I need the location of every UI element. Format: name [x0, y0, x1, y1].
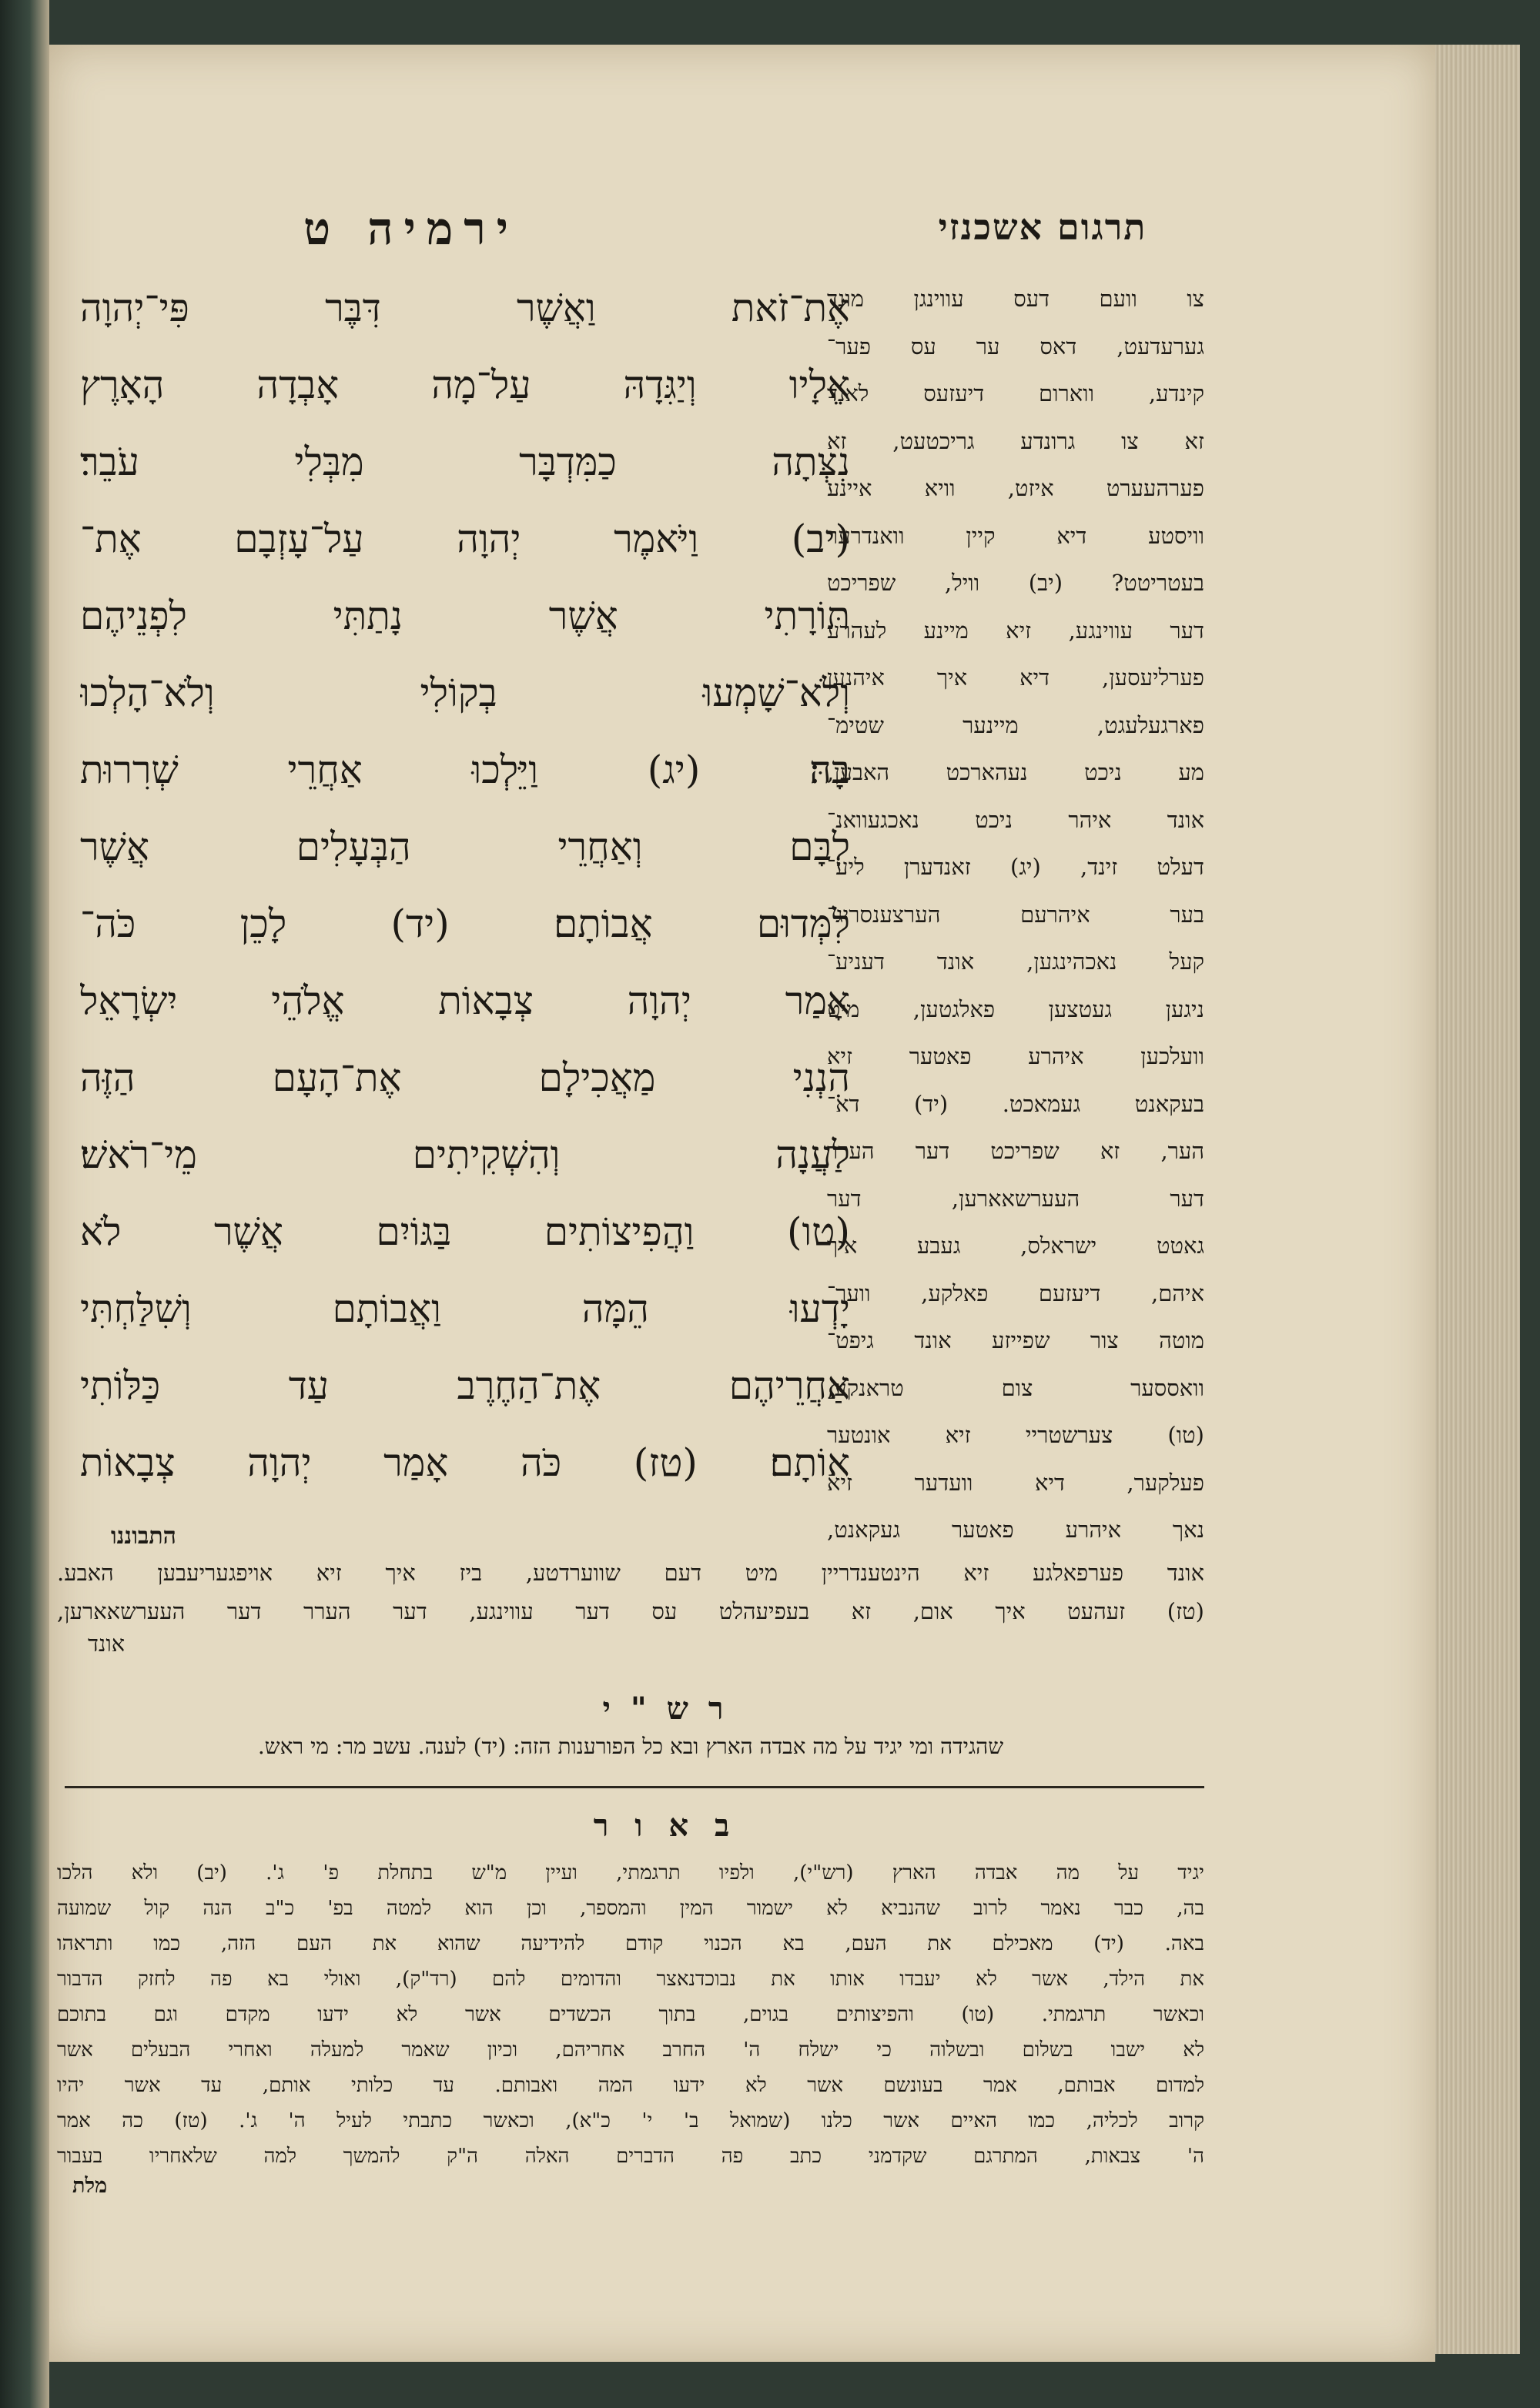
biur-catchword: מלת: [72, 2174, 108, 2198]
verse-line: נִצְּתָה כַמִּדְבָּר מִבְּלִי עֹבֵר׃: [80, 440, 850, 484]
biur-line: יגיד על מה אבדה הארץ (רש"י), ולפיו תרגמתי, ועיין מ"ש בתחלת פ' ג'. (יב) ולא הלכו: [57, 1861, 1204, 1885]
main-catchword: התבוננו: [111, 1523, 176, 1550]
translation-line: (טז) זעהעט איך אום, זא בעפיעהלט עס דער עווינגע, דער הערר דער העערשאארען,: [57, 1598, 1204, 1624]
translation-line: איהם, דיעזעם פאלקע, ווער־: [827, 1279, 1204, 1306]
translation-header: תרגום אשכנזי: [938, 206, 1147, 248]
translation-line: אונד פערפאלגע זיא הינטענדריין מיט דעם שווערדטע, ביז איך זיא אויפגעריעבען האבע.: [57, 1560, 1204, 1586]
book-binding-edge: [0, 0, 49, 2408]
biur-line: ה' צבאות, המתרגם שקדמני כתב פה הדברים האלה ה"ק להמשך למה שלאחריו בעבור: [57, 2145, 1204, 2168]
translation-line: גערעדעט, דאס ער עס פער־: [827, 333, 1204, 360]
translation-line: דעלט זינד, (יג) זאנדערן ליע־: [827, 854, 1204, 880]
translation-line: בעקאנט געמאכט. (יד) דא־: [827, 1090, 1204, 1117]
translation-line: פערליעסען, דיא איך איהנען: [827, 664, 1204, 691]
translation-line: אונד איהר ניכט נאכגעוואנ־: [827, 806, 1204, 833]
translation-line: מוטה צור שפייזע אונד גיפט־: [827, 1327, 1204, 1353]
translation-line: מע ניכט נעהארכט האבען,: [827, 759, 1204, 785]
translation-line: דער העערשאארען, דער: [827, 1185, 1204, 1212]
translation-line: וויסטע דיא קיין וואנדרער: [827, 522, 1204, 549]
translation-column: [827, 276, 1204, 1554]
verse-line: (יב) וַיֹּאמֶר יְהוָה עַל־עָזְבָם אֶת־: [80, 517, 850, 561]
biur-line: למדום אבותם, אמר בעונשם אשר לא ידעו המה ואבותם. עד כלותי אותם, עד אשר יהיו: [57, 2074, 1204, 2097]
translation-line: פערהעערט איזט, וויא איינע: [827, 475, 1204, 501]
translation-continuation: [57, 1553, 1204, 1657]
verse-line: אַחֲרֵיהֶם אֶת־הַחֶרֶב עַד כַּלּוֹתִי: [80, 1363, 850, 1408]
biur-title: ב א ו ר: [593, 1808, 738, 1844]
separator-rule: [65, 1786, 1204, 1788]
translation-line: קינדע, ווארום דיעזעס לאנד: [827, 380, 1204, 406]
verse-line: לִמְּדוּם אֲבוֹתָם׃ (יד) לָכֵן כֹּה־: [80, 901, 850, 946]
verse-line: הִנְנִי מַאֲכִילָם אֶת־הָעָם הַזֶּה: [80, 1055, 850, 1100]
translation-line: זא צו גרונדע גריכטעט, זא: [827, 427, 1204, 454]
verse-line: אֵלָיו וְיַגִּדָהּ עַל־מָה אָבְדָה הָאָרֶץ: [80, 363, 850, 407]
translation-line: (טו) צערשטריי זיא אונטער: [827, 1422, 1204, 1448]
biur-line: וכאשר תרגמתי. (טו) והפיצותים בגוים, בתוך הכשדים אשר לא ידעו מקדם וגם בתוכם: [57, 2003, 1204, 2026]
verse-line: תּוֹרָתִי אֲשֶׁר נָתַתִּי לִפְנֵיהֶם: [80, 594, 850, 638]
translation-line: צו וועם דעס עווינגן מונד: [827, 286, 1204, 312]
verse-line: בָהּ׃ (יג) וַיֵּלְכוּ אַחֲרֵי שְׁרִרוּת: [80, 747, 850, 792]
translation-catchword: אונד: [88, 1630, 126, 1657]
verse-line: לִבָּם וְאַחֲרֵי הַבְּעָלִים אֲשֶׁר: [80, 824, 850, 869]
biur-text: [57, 1855, 1204, 2198]
translation-line: וועלכען איהרע פאטער זיא: [827, 1043, 1204, 1069]
translation-line: פארגעלעגט, מיינער שטימ־: [827, 711, 1204, 738]
verse-line: וְלֹא־שָׁמְעוּ בְקוֹלִי וְלֹא־הָלְכוּ: [80, 671, 850, 715]
main-text-column: [80, 269, 850, 1550]
translation-line: פעלקער, דיא וועדער זיא: [827, 1469, 1204, 1496]
book-page: [49, 45, 1435, 2362]
chapter-header: ירמיה ט: [303, 202, 519, 255]
translation-line: הער, זא שפריכט דער הערר: [827, 1138, 1204, 1164]
translation-line: קעל נאכהינגען, אונד דעניע־: [827, 948, 1204, 975]
translation-line: נאך איהרע פאטער געקאנט,: [827, 1517, 1204, 1543]
translation-line: ניגען געטצען פאלגטען, מיט: [827, 995, 1204, 1022]
rashi-text: שהגידה ומי יגיד על מה אבדה הארץ ובא כל הפורענות הזה: (יד) לענה. עשב מר: מי ראש.: [257, 1734, 1004, 1759]
translation-line: בער איהרעם הערצענסריג־: [827, 901, 1204, 928]
translation-line: בעטריטט? (יב) וויל, שפריכט: [827, 570, 1204, 596]
verse-line: אוֹתָם׃ (טז) כֹּה אָמַר יְהוָה צְבָאוֹת: [80, 1440, 850, 1485]
biur-line: בה, כבר נאמר לרוב שהנביא לא ישמור המין והמספר, וכן הוא למטה בפ' כ"ב הנה קול שמועה: [57, 1897, 1204, 1920]
translation-line: דער עווינגע, זיא מיינע לעהרע: [827, 617, 1204, 644]
translation-line: וואססער צום טראנקע,: [827, 1374, 1204, 1401]
biur-line: לא ישבו בשלום ובשלוה כי ישלח ה' החרב אחריהם, וכיון שאמר למעלה ואחרי הבעלים אשר: [57, 2038, 1204, 2062]
verse-line: יָדְעוּ הֵמָּה וַאֲבוֹתָם וְשִׁלַּחְתִּי: [80, 1286, 850, 1331]
verse-line: (טו) וַהֲפִיצוֹתִים בַּגּוֹיִם אֲשֶׁר לֹא: [80, 1209, 850, 1254]
verse-line: לַעֲנָה וְהִשְׁקִיתִים מֵי־רֹאשׁ׃: [80, 1132, 850, 1177]
biur-line: באה. (יד) מאכילם את העם, בא הכנוי קודם להידיעה שהוא את העם הזה, כמו ותראהו: [57, 1932, 1204, 1955]
verse-line: אֶת־זֹאת וַאֲשֶׁר דִּבֶּר פִּי־יְהוָה: [80, 286, 850, 330]
translation-line: גאטט ישראלס, געבע איך: [827, 1232, 1204, 1259]
page-edge: [1435, 45, 1520, 2354]
verse-line: אָמַר יְהוָה צְבָאוֹת אֱלֹהֵי יִשְׂרָאֵל: [80, 978, 850, 1023]
biur-line: את הילד, אשר לא יעבדו אותו את נבוכדנאצר והדומים להם (רד"ק), ואולי בא פה לחזק הדבור: [57, 1968, 1204, 1991]
biur-line: קרוב לכליה, כמו האיים אשר כלנו (שמואל ב' י' כ"א), וכאשר כתבתי לעיל ה' ג'. (טז) כה אמר: [57, 2109, 1204, 2132]
rashi-title: ר ש " י: [602, 1691, 728, 1727]
